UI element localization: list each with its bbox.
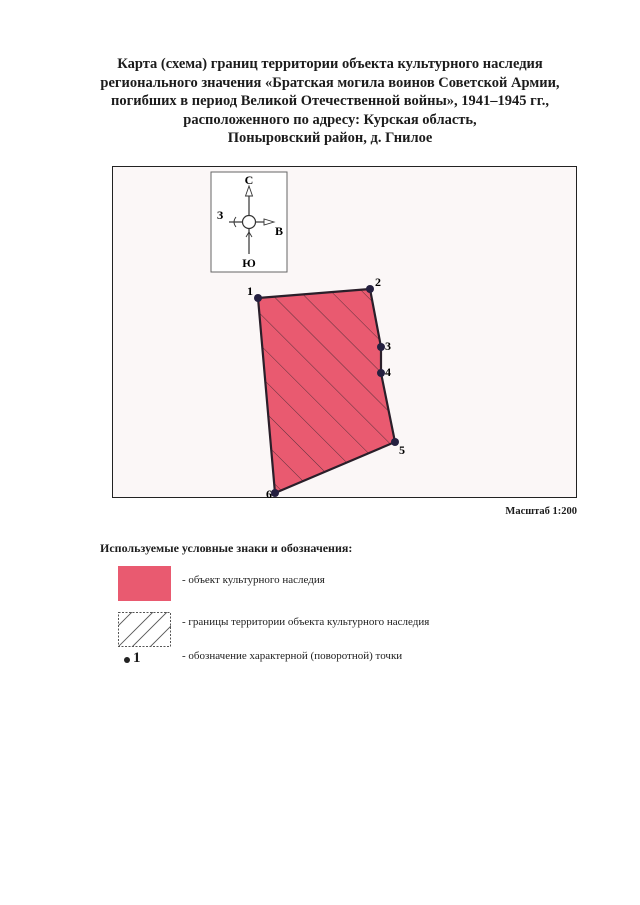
legend-point-number: 1 (133, 650, 141, 666)
legend-fill-swatch (118, 566, 171, 601)
title-line: погибших в период Великой Отечественной войны», 1941–1945 гг., (111, 93, 549, 109)
turning-point-label: 6 (266, 487, 272, 499)
parcel-boundary (258, 289, 395, 493)
turning-point-label: 1 (247, 284, 253, 298)
legend-hatch-swatch (118, 612, 171, 647)
map-frame (112, 166, 577, 498)
turning-point-label: 3 (385, 339, 391, 353)
point-marker-icon (124, 657, 130, 663)
legend-item-text: - границы территории объекта культурного наследия (182, 616, 430, 628)
turning-point-6 (271, 489, 279, 497)
turning-point-3 (377, 343, 385, 351)
turning-point-label: 2 (375, 275, 381, 289)
legend-title: Используемые условные знаки и обозначения: (100, 541, 353, 555)
turning-point-label: 5 (399, 443, 405, 457)
title-line: расположенного по адресу: Курская область, (183, 111, 477, 128)
compass-rose (211, 172, 287, 272)
compass-east-label: В (274, 224, 284, 238)
compass-center-icon (243, 216, 256, 229)
heritage-parcel (258, 289, 395, 493)
title-line: Карта (схема) границ территории объекта культурного наследия (117, 56, 543, 72)
map-title (60, 55, 600, 148)
legend-point-sample (122, 649, 162, 667)
turning-point-2 (366, 285, 374, 293)
turning-point-4 (377, 369, 385, 377)
turning-point-5 (391, 438, 399, 446)
legend-item-text: - объект культурного наследия (182, 574, 325, 586)
title-line: регионального значения «Братская могила воинов Советской Армии, (100, 74, 560, 91)
legend-item-text: - обозначение характерной (поворотной) точки (182, 650, 403, 662)
compass-west-label: З (216, 208, 224, 222)
compass-north-label: С (244, 173, 254, 187)
turning-point-label: 4 (385, 365, 391, 379)
scale-label: Масштаб 1:200 (505, 506, 577, 517)
map-canvas (113, 167, 578, 499)
turning-point-1 (254, 294, 262, 302)
compass-south-label: Ю (242, 256, 256, 270)
title-line: Поныровский район, д. Гнилое (227, 130, 433, 146)
